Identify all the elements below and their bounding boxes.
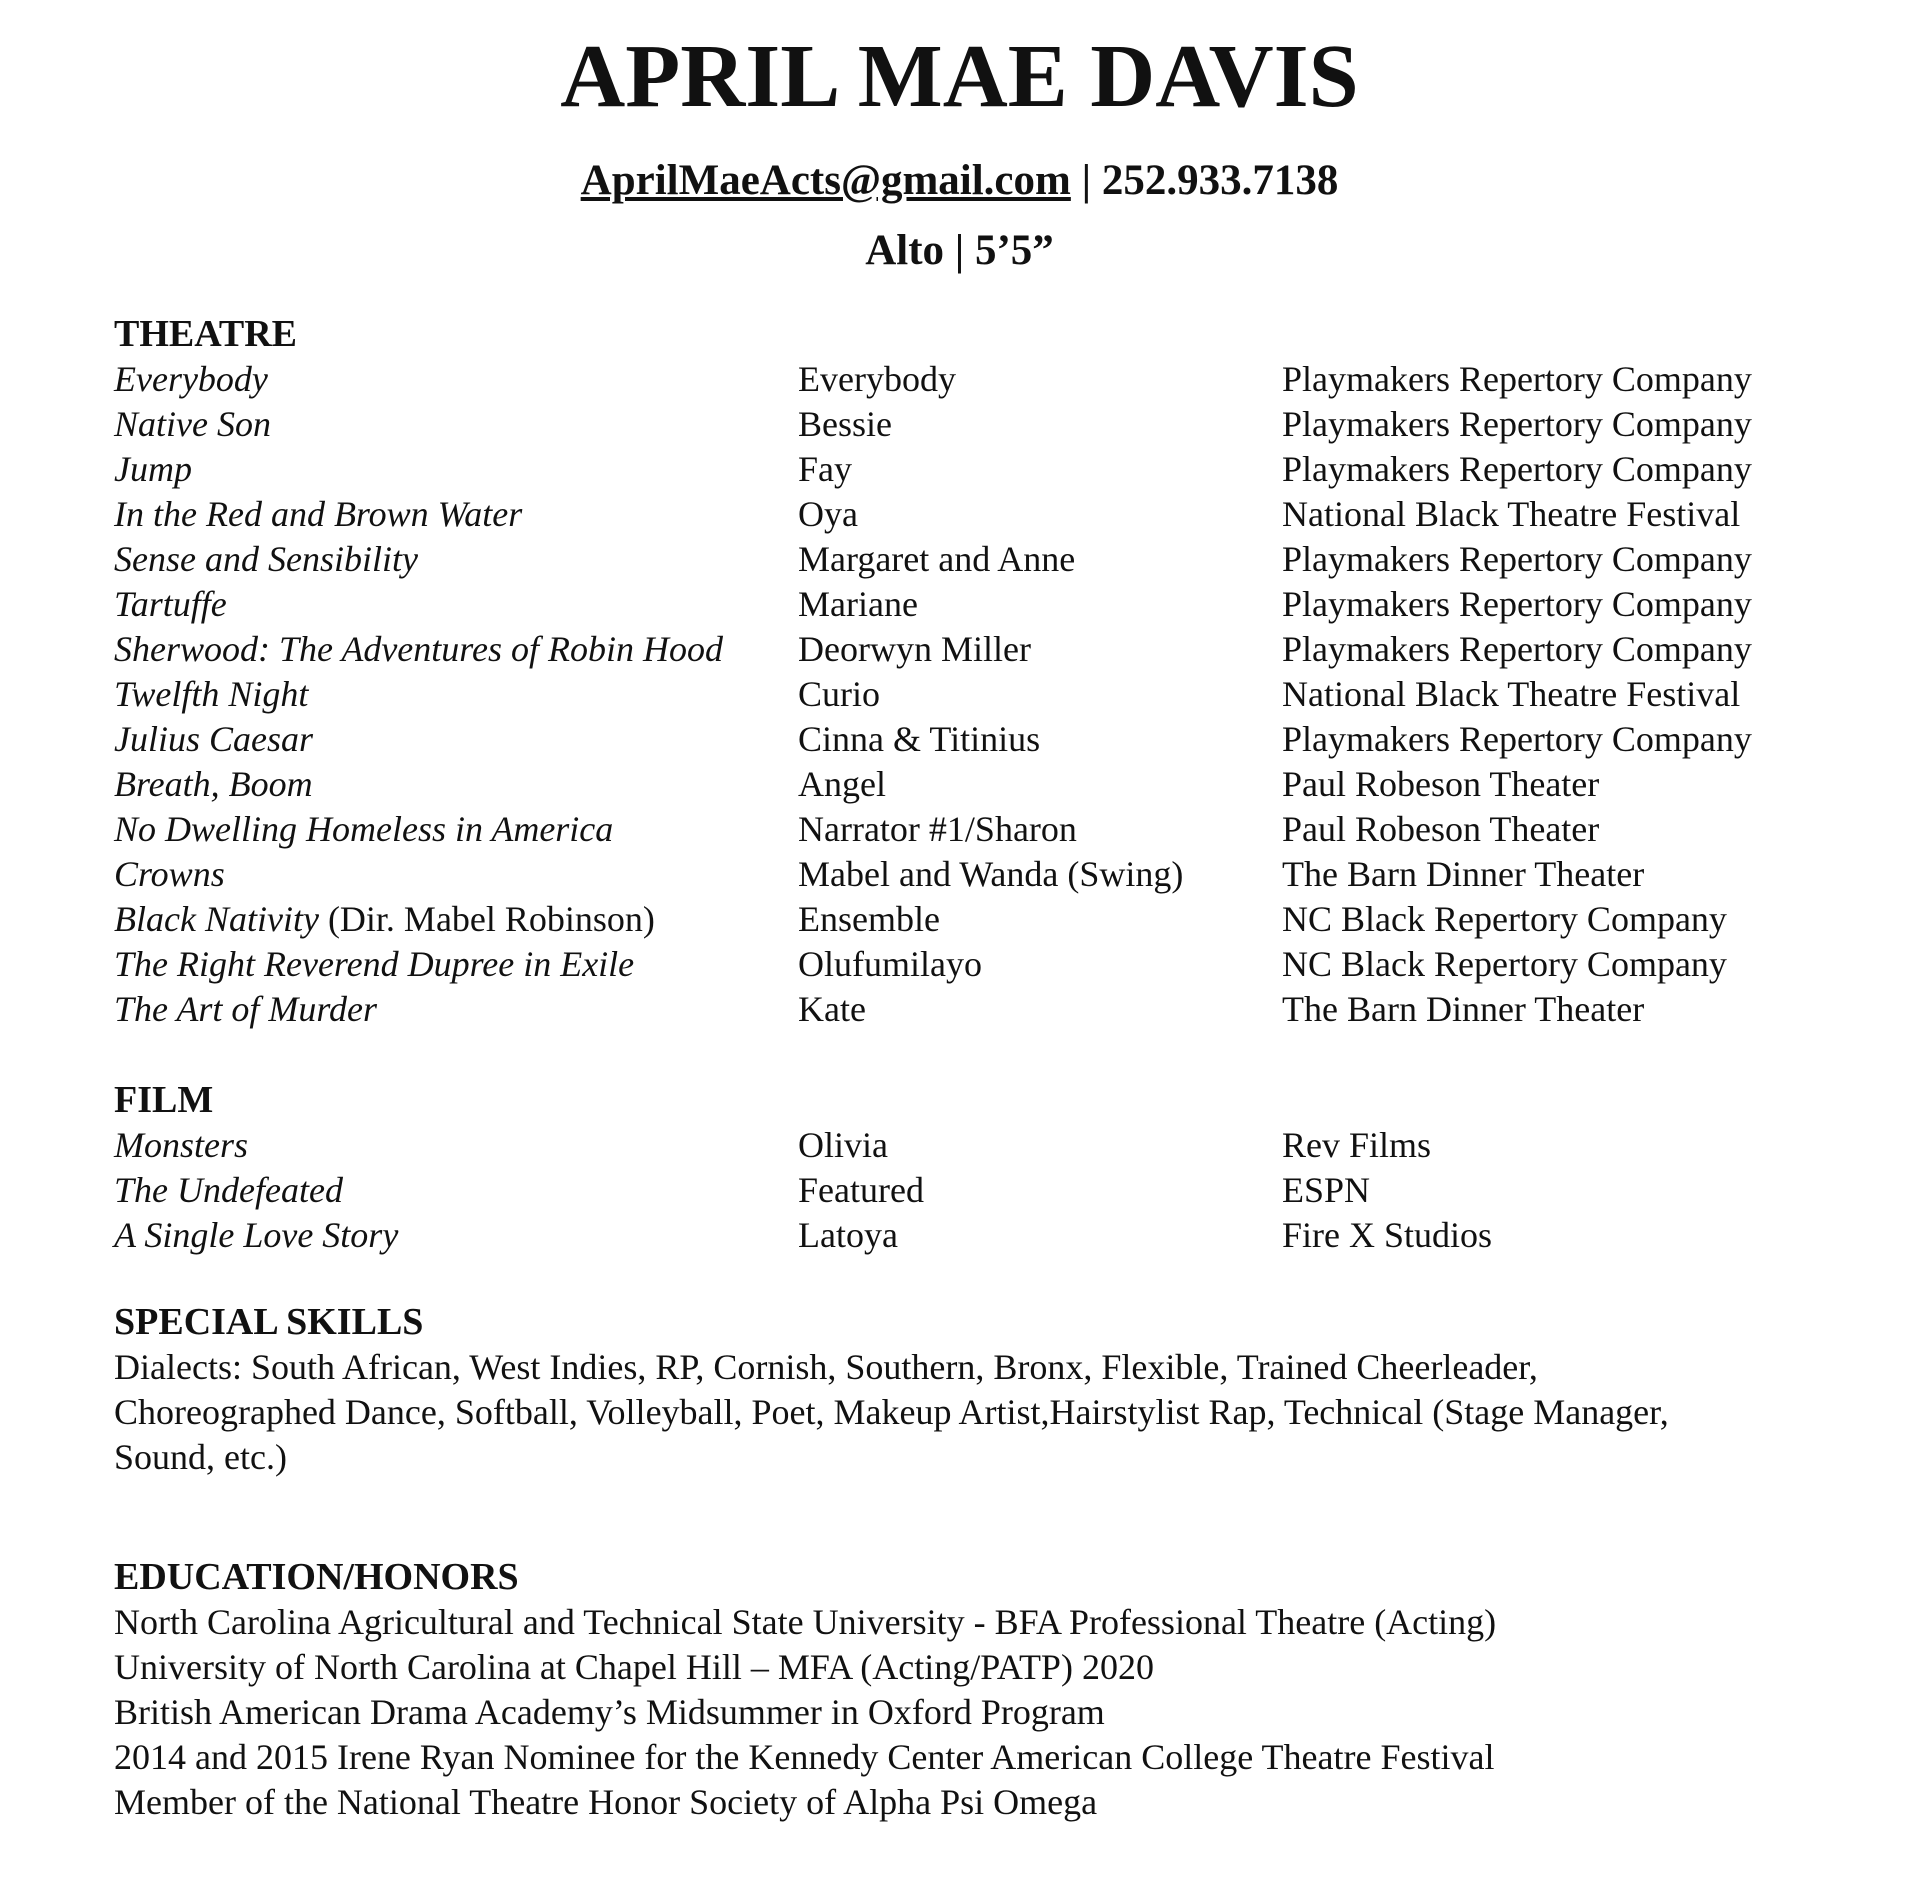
production-cell [114,942,634,987]
theatre-credit-row [114,762,1814,807]
film-credit-row [114,1213,1814,1258]
skills-heading: SPECIAL SKILLS [114,1301,424,1343]
production-title: Twelfth Night [114,674,309,714]
production-cell [114,582,227,627]
theatre-credit-row [114,852,1814,897]
vitals-line: Alto | 5’5” [865,227,1054,274]
contact-separator: | [1081,157,1092,204]
production-cell [114,987,377,1032]
role-name: Latoya [798,1215,898,1255]
company-name: NC Black Repertory Company [1282,899,1727,939]
production-title: Tartuffe [114,584,227,624]
phone-number: 252.933.7138 [1101,157,1339,204]
theatre-credit-row [114,492,1814,537]
theatre-credit-row [114,672,1814,717]
production-cell [114,537,418,582]
role-name: Curio [798,674,881,714]
company-name: Playmakers Repertory Company [1282,584,1752,624]
theatre-credit-row [114,717,1814,762]
company-name: Playmakers Repertory Company [1282,404,1752,444]
actor-name: APRIL MAE DAVIS [560,27,1359,126]
company-name: Playmakers Repertory Company [1282,449,1752,489]
theatre-credit-row [114,447,1814,492]
company-name: Playmakers Repertory Company [1282,359,1752,399]
role-name: Cinna & Titinius [798,719,1041,759]
education-item: Member of the National Theatre Honor Society of Alpha Psi Omega [114,1782,1098,1822]
production-title: The Right Reverend Dupree in Exile [114,944,635,984]
theatre-credit-row [114,402,1814,447]
company-name: Paul Robeson Theater [1282,764,1600,804]
company-name: Playmakers Repertory Company [1282,539,1752,579]
role-name: Ensemble [798,899,940,939]
skills-section [114,1300,1814,1480]
production-cell [114,852,225,897]
production-title: Native Son [114,404,271,444]
company-name: Playmakers Repertory Company [1282,629,1752,669]
theatre-credit-row [114,357,1814,402]
education-item: British American Drama Academy’s Midsummer in Oxford Program [114,1692,1105,1732]
skills-text [114,1345,1814,1480]
education-section [114,1555,1814,1825]
company-name: Playmakers Repertory Company [1282,719,1752,759]
production-cell [114,717,313,762]
production-title: Black Nativity [114,899,319,939]
role-name: Mariane [798,584,918,624]
education-item: North Carolina Agricultural and Technical State University - BFA Professional Theatre (Acting) [114,1602,1497,1642]
production-title: Julius Caesar [114,719,314,759]
production-cell [114,447,192,492]
production-title: In the Red and Brown Water [114,494,523,534]
role-name: Margaret and Anne [798,539,1076,579]
company-name: NC Black Repertory Company [1282,944,1727,984]
production-cell [114,762,313,807]
production-note: (Dir. Mabel Robinson) [318,899,655,939]
role-name: Featured [798,1170,924,1210]
production-cell [114,1168,343,1213]
role-name: Bessie [798,404,892,444]
production-title: Monsters [114,1125,248,1165]
film-heading: FILM [114,1079,214,1121]
theatre-credit-row [114,942,1814,987]
production-cell [114,1123,248,1168]
production-cell [114,1213,398,1258]
role-name: Olufumilayo [798,944,982,984]
production-cell [114,357,268,402]
education-list [114,1600,1814,1825]
film-section [114,1078,1814,1258]
company-name: The Barn Dinner Theater [1282,989,1645,1029]
email-link[interactable]: AprilMaeActs@gmail.com [580,157,1071,204]
production-title: Breath, Boom [114,764,313,804]
education-item: University of North Carolina at Chapel Hill – MFA (Acting/PATP) 2020 [114,1647,1154,1687]
resume-header [0,22,1919,282]
education-item: 2014 and 2015 Irene Ryan Nominee for the Kennedy Center American College Theatre Festival [114,1737,1495,1777]
role-name: Fay [798,449,852,489]
role-name: Narrator #1/Sharon [798,809,1077,849]
role-name: Mabel and Wanda (Swing) [798,854,1184,894]
company-name: Paul Robeson Theater [1282,809,1600,849]
production-title: Crowns [114,854,225,894]
production-title: Sherwood: The Adventures of Robin Hood [114,629,723,669]
film-credit-row [114,1123,1814,1168]
education-heading: EDUCATION/HONORS [114,1556,519,1598]
role-name: Everybody [798,359,956,399]
theatre-credit-row [114,807,1814,852]
role-name: Oya [798,494,858,534]
theatre-credit-row [114,897,1814,942]
company-name: National Black Theatre Festival [1282,494,1741,534]
role-name: Deorwyn Miller [798,629,1031,669]
production-title: The Art of Murder [114,989,378,1029]
company-name: The Barn Dinner Theater [1282,854,1645,894]
company-name: Rev Films [1282,1125,1432,1165]
production-title: The Undefeated [114,1170,343,1210]
production-title: Everybody [114,359,268,399]
theatre-credit-row [114,537,1814,582]
production-cell [114,627,723,672]
skills-line: Choreographed Dance, Softball, Volleyball, Poet, Makeup Artist,Hairstylist Rap, Technical (Stage Manager, [114,1392,1669,1432]
production-cell [114,807,613,852]
role-name: Angel [798,764,886,804]
contact-line [0,150,1919,212]
role-name: Kate [798,989,866,1029]
company-name: Fire X Studios [1282,1215,1493,1255]
theatre-section [114,312,1814,1032]
production-title: A Single Love Story [114,1215,399,1255]
film-credit-row [114,1168,1814,1213]
role-name: Olivia [798,1125,888,1165]
company-name: ESPN [1282,1170,1371,1210]
company-name: National Black Theatre Festival [1282,674,1741,714]
theatre-credit-row [114,582,1814,627]
theatre-heading: THEATRE [114,313,298,355]
film-credits [114,1123,1814,1258]
production-cell [114,672,308,717]
theatre-credit-row [114,987,1814,1032]
skills-line: Sound, etc.) [114,1437,287,1477]
production-cell [114,897,655,942]
skills-line: Dialects: South African, West Indies, RP, Cornish, Southern, Bronx, Flexible, Trained Cheerleader, [114,1347,1538,1387]
theatre-credits [114,357,1814,1032]
theatre-credit-row [114,627,1814,672]
production-title: No Dwelling Homeless in America [114,809,614,849]
production-cell [114,492,522,537]
production-title: Jump [114,449,192,489]
production-title: Sense and Sensibility [114,539,418,579]
production-cell [114,402,271,447]
